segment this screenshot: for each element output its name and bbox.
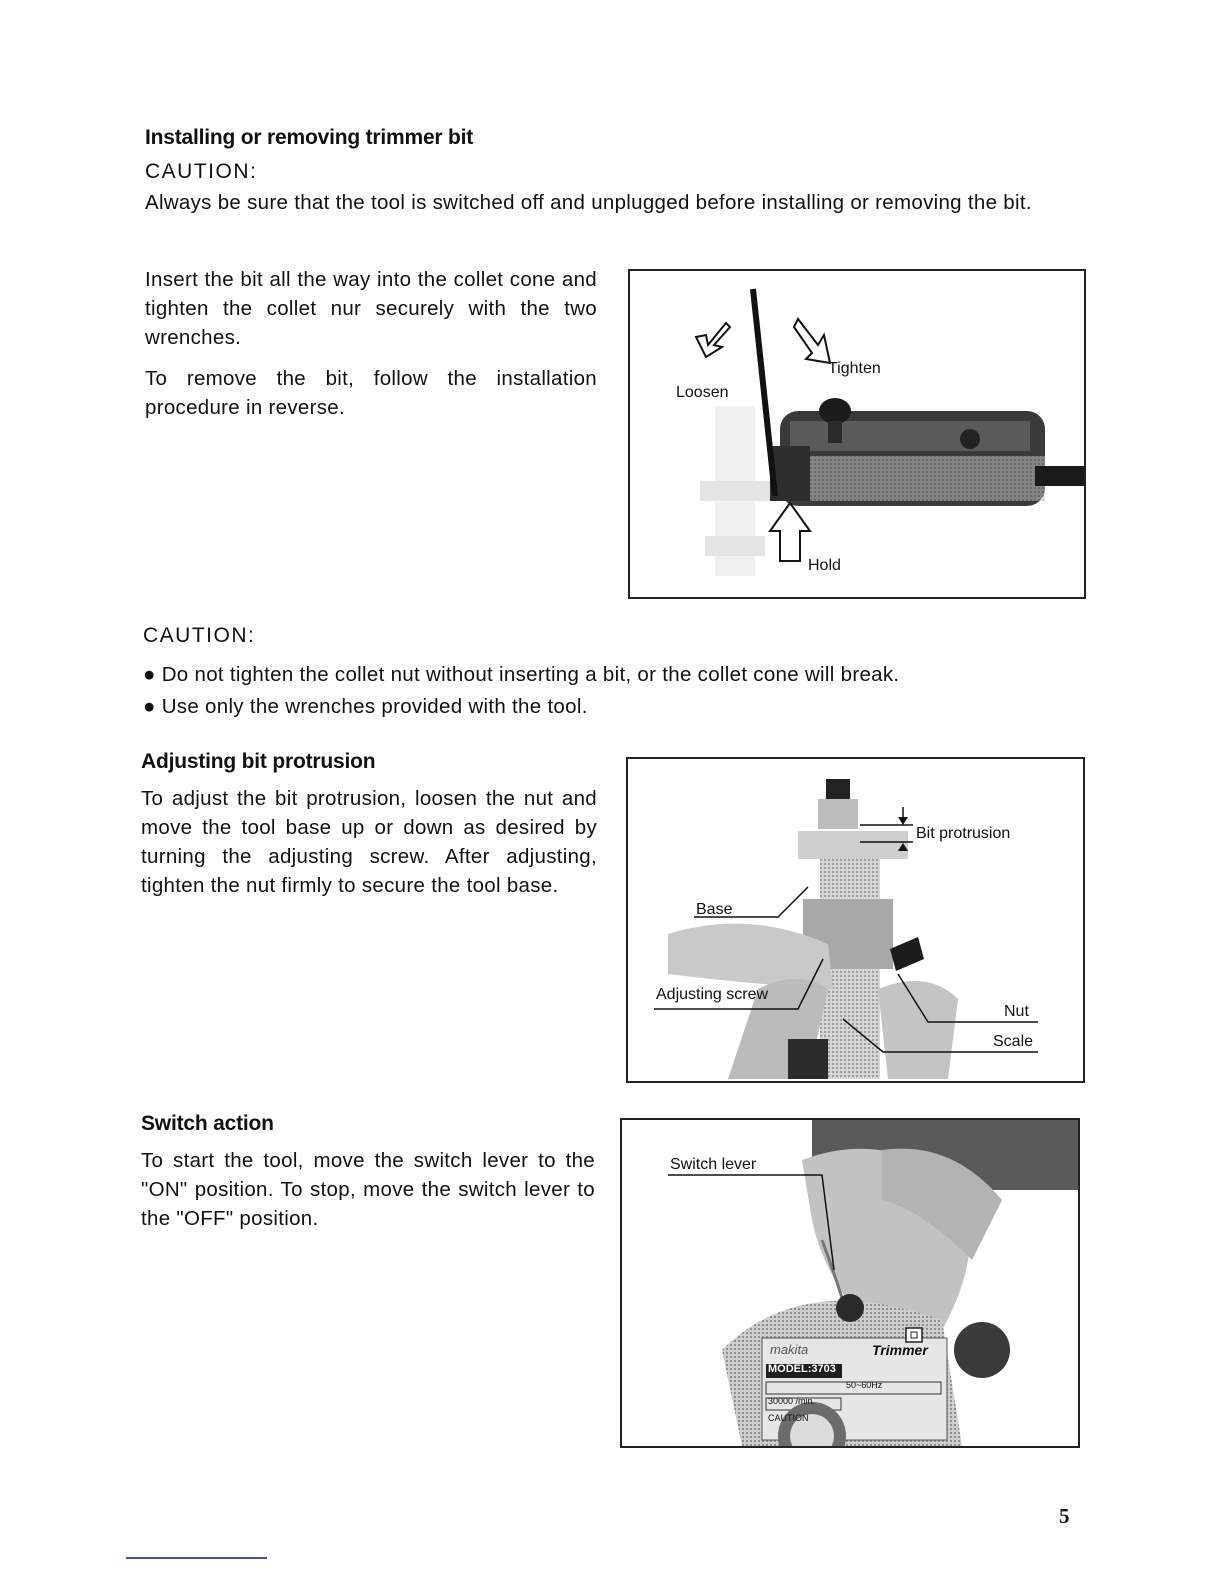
label-scale: Scale [993,1033,1034,1050]
label-adjusting-screw: Adjusting screw [656,986,769,1003]
switch-paragraph: To start the tool, move the switch lever to the "ON" position. To stop, move the switch lever to the "OFF" position. [141,1149,595,1230]
label-bit-protrusion: Bit protrusion [916,825,1011,842]
label-switch-lever: Switch lever [670,1156,757,1173]
plate-frequency: 50~60Hz [846,1380,883,1390]
label-hold: Hold [808,557,841,574]
label-tighten: Tighten [828,360,881,377]
footer-divider [126,1557,267,1559]
figure-install-bit [628,269,1086,599]
plate-brand: makita [770,1342,809,1357]
figure-bit-protrusion [626,757,1085,1083]
bullet-text: Use only the wrenches provided with the tool. [161,695,588,718]
label-base: Base [696,901,733,918]
bullet-dot: ● [143,663,156,686]
plate-rpm: 30000 /min. [768,1396,816,1406]
caution-label-2: CAUTION: [143,624,256,647]
caution-bullet-1 [143,663,899,687]
section-heading-bit-protrusion: Adjusting bit protrusion [141,750,376,773]
install-paragraph: Insert the bit all the way into the collet cone and tighten the collet nur securely with the two wrenches. [145,268,597,349]
plate-model: MODEL:3703 [768,1363,836,1375]
trimmer-wrenches-illustration [630,271,1084,597]
protrusion-paragraph: To adjust the bit protrusion, loosen the nut and move the tool base up or down as desired by turning the adjusting screw. After adjusting, tighten the nut firmly to secure the tool base. [141,787,597,897]
plate-product: Trimmer [872,1342,928,1358]
section-heading-switch-action: Switch action [141,1112,274,1135]
bullet-dot: ● [143,695,156,718]
caution-bullet-2 [143,695,588,719]
caution-label: CAUTION: [145,160,258,183]
bullet-text: Do not tighten the collet nut without inserting a bit, or the collet cone will break. [161,663,900,686]
plate-caution: CAUTION [768,1413,809,1423]
figure-switch-lever [620,1118,1080,1448]
label-loosen: Loosen [676,384,729,401]
remove-paragraph: To remove the bit, follow the installation procedure in reverse. [145,367,597,419]
label-nut: Nut [1004,1003,1029,1020]
section-heading-install-bit: Installing or removing trimmer bit [145,126,474,149]
caution-text: Always be sure that the tool is switched off and unplugged before installing or removing the bit. [145,191,1032,214]
page-number: 5 [1059,1504,1070,1528]
